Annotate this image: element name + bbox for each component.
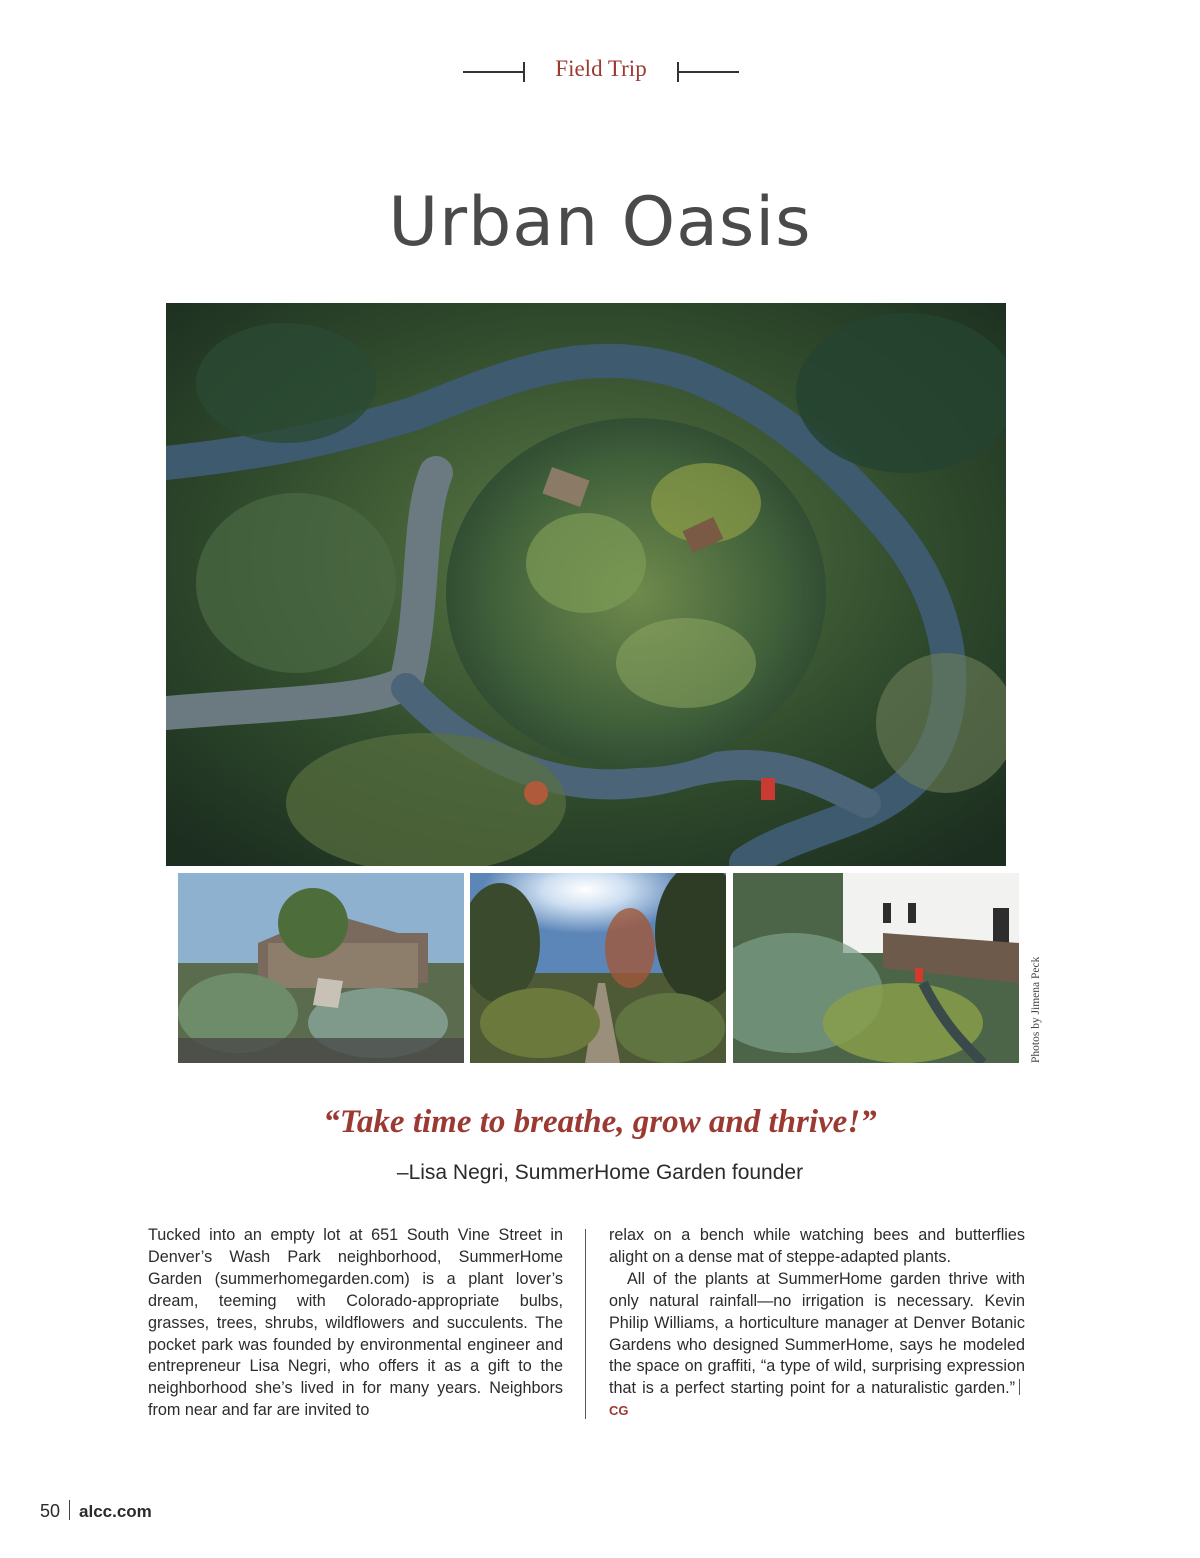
body-column-right <box>609 1225 1025 1422</box>
section-label: Field Trip <box>555 56 647 81</box>
aerial-garden-photo <box>166 303 1006 866</box>
body-column-left <box>148 1225 563 1422</box>
page-footer <box>40 1500 152 1522</box>
house-garden-photo <box>733 873 1019 1063</box>
header-rule-left <box>463 71 525 73</box>
author-signature: CG <box>609 1403 629 1419</box>
article-title: Urban Oasis <box>388 183 812 262</box>
section-header <box>0 54 1200 90</box>
header-tick-left <box>523 62 525 82</box>
column-divider <box>585 1229 586 1419</box>
garden-path-photo <box>470 873 726 1063</box>
signature-separator <box>1019 1379 1020 1395</box>
body-paragraph: relax on a bench while watching bees and butterflies alight on a dense mat of steppe-adapted plants. <box>609 1226 1025 1266</box>
quote-attribution: –Lisa Negri, SummerHome Garden founder <box>396 1161 804 1184</box>
pull-quote: “Take time to breathe, grow and thrive!” <box>323 1104 877 1140</box>
footer-site: alcc.com <box>79 1502 152 1521</box>
street-view-photo <box>178 873 464 1063</box>
body-paragraph-final <box>609 1269 1025 1422</box>
page-number: 50 <box>40 1501 61 1521</box>
body-paragraph: Tucked into an empty lot at 651 South Vine Street in Denver’s Wash Park neighborhood, SummerHome Garden (summerhomegarden.com) is a plant lover’s dream, teeming with Colorado-appropriate bulbs, grasses, trees, shrubs, wildflowers and succulents. The pocket park was founded by environmental engineer and entrepreneur Lisa Negri, who offers it as a gift to the neighborhood she’s lived in for many years. Neighbors from near and far are invited to <box>148 1226 563 1420</box>
footer-separator <box>69 1500 70 1520</box>
photo-credit: Photos by Jimena Peck <box>1030 956 1042 1063</box>
body-paragraph-text: All of the plants at SummerHome garden thrive with only natural rainfall—no irrigation is necessary. Kevin Philip Williams, a horticulture manager at Denver Botanic Gardens who designed SummerHome, says he modeled the space on graffiti, “a type of wild, surprising expression that is a perfect starting point for a naturalistic garden.” <box>609 1269 1025 1398</box>
header-rule-right <box>677 71 739 73</box>
